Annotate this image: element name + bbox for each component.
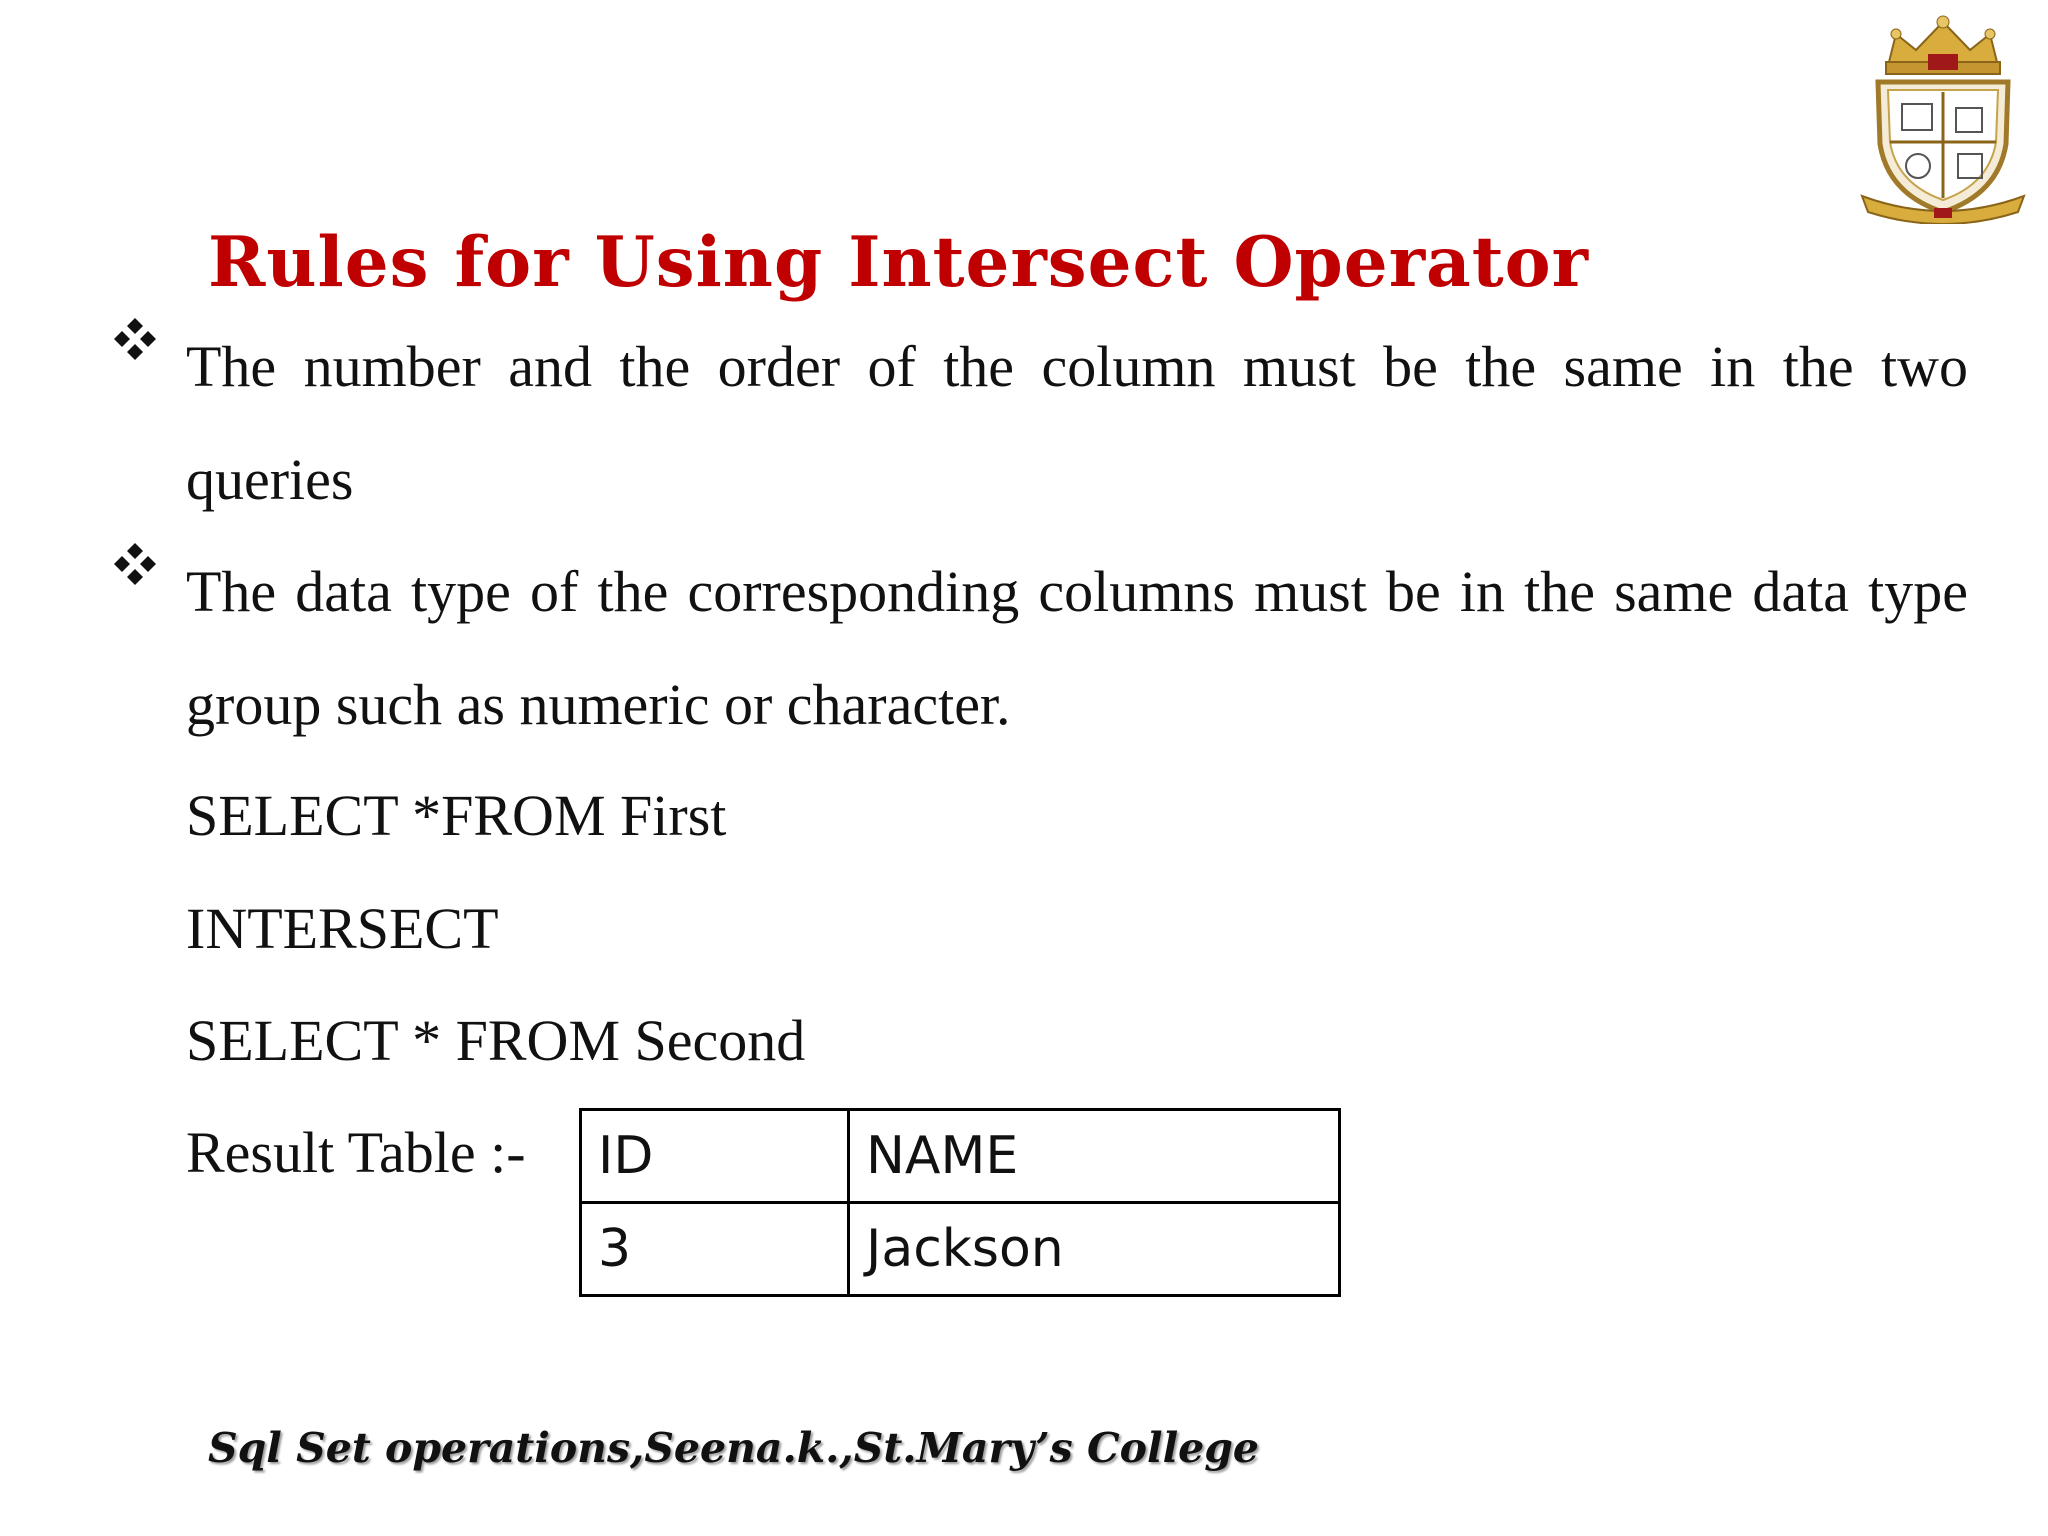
table-cell: Jackson: [849, 1203, 1340, 1296]
diamond-bullet-icon: [110, 314, 160, 364]
table-header-cell: ID: [581, 1110, 849, 1203]
diamond-bullet-icon: [110, 539, 160, 589]
bullet-text: The data type of the corresponding columns must be in the same data type group such as numeric or character.: [186, 559, 1968, 737]
query-line: INTERSECT: [186, 896, 499, 961]
result-table: [579, 1108, 1341, 1297]
table-header-cell: NAME: [849, 1110, 1340, 1203]
table-cell: 3: [581, 1203, 849, 1296]
college-crest-icon: [1858, 14, 2028, 224]
table-header-row: [581, 1110, 1340, 1203]
slide-footer: Sql Set operations,Seena.k.,St.Mary’s College: [208, 1424, 1260, 1472]
query-line: SELECT *FROM First: [186, 783, 727, 848]
table-row: [581, 1203, 1340, 1296]
query-line: SELECT * FROM Second: [186, 1008, 806, 1073]
bullet-text: The number and the order of the column must be the same in the two queries: [186, 334, 1968, 512]
slide-title: Rules for Using Intersect Operator: [208, 222, 1590, 303]
result-table-label: Result Table :-: [186, 1120, 526, 1185]
